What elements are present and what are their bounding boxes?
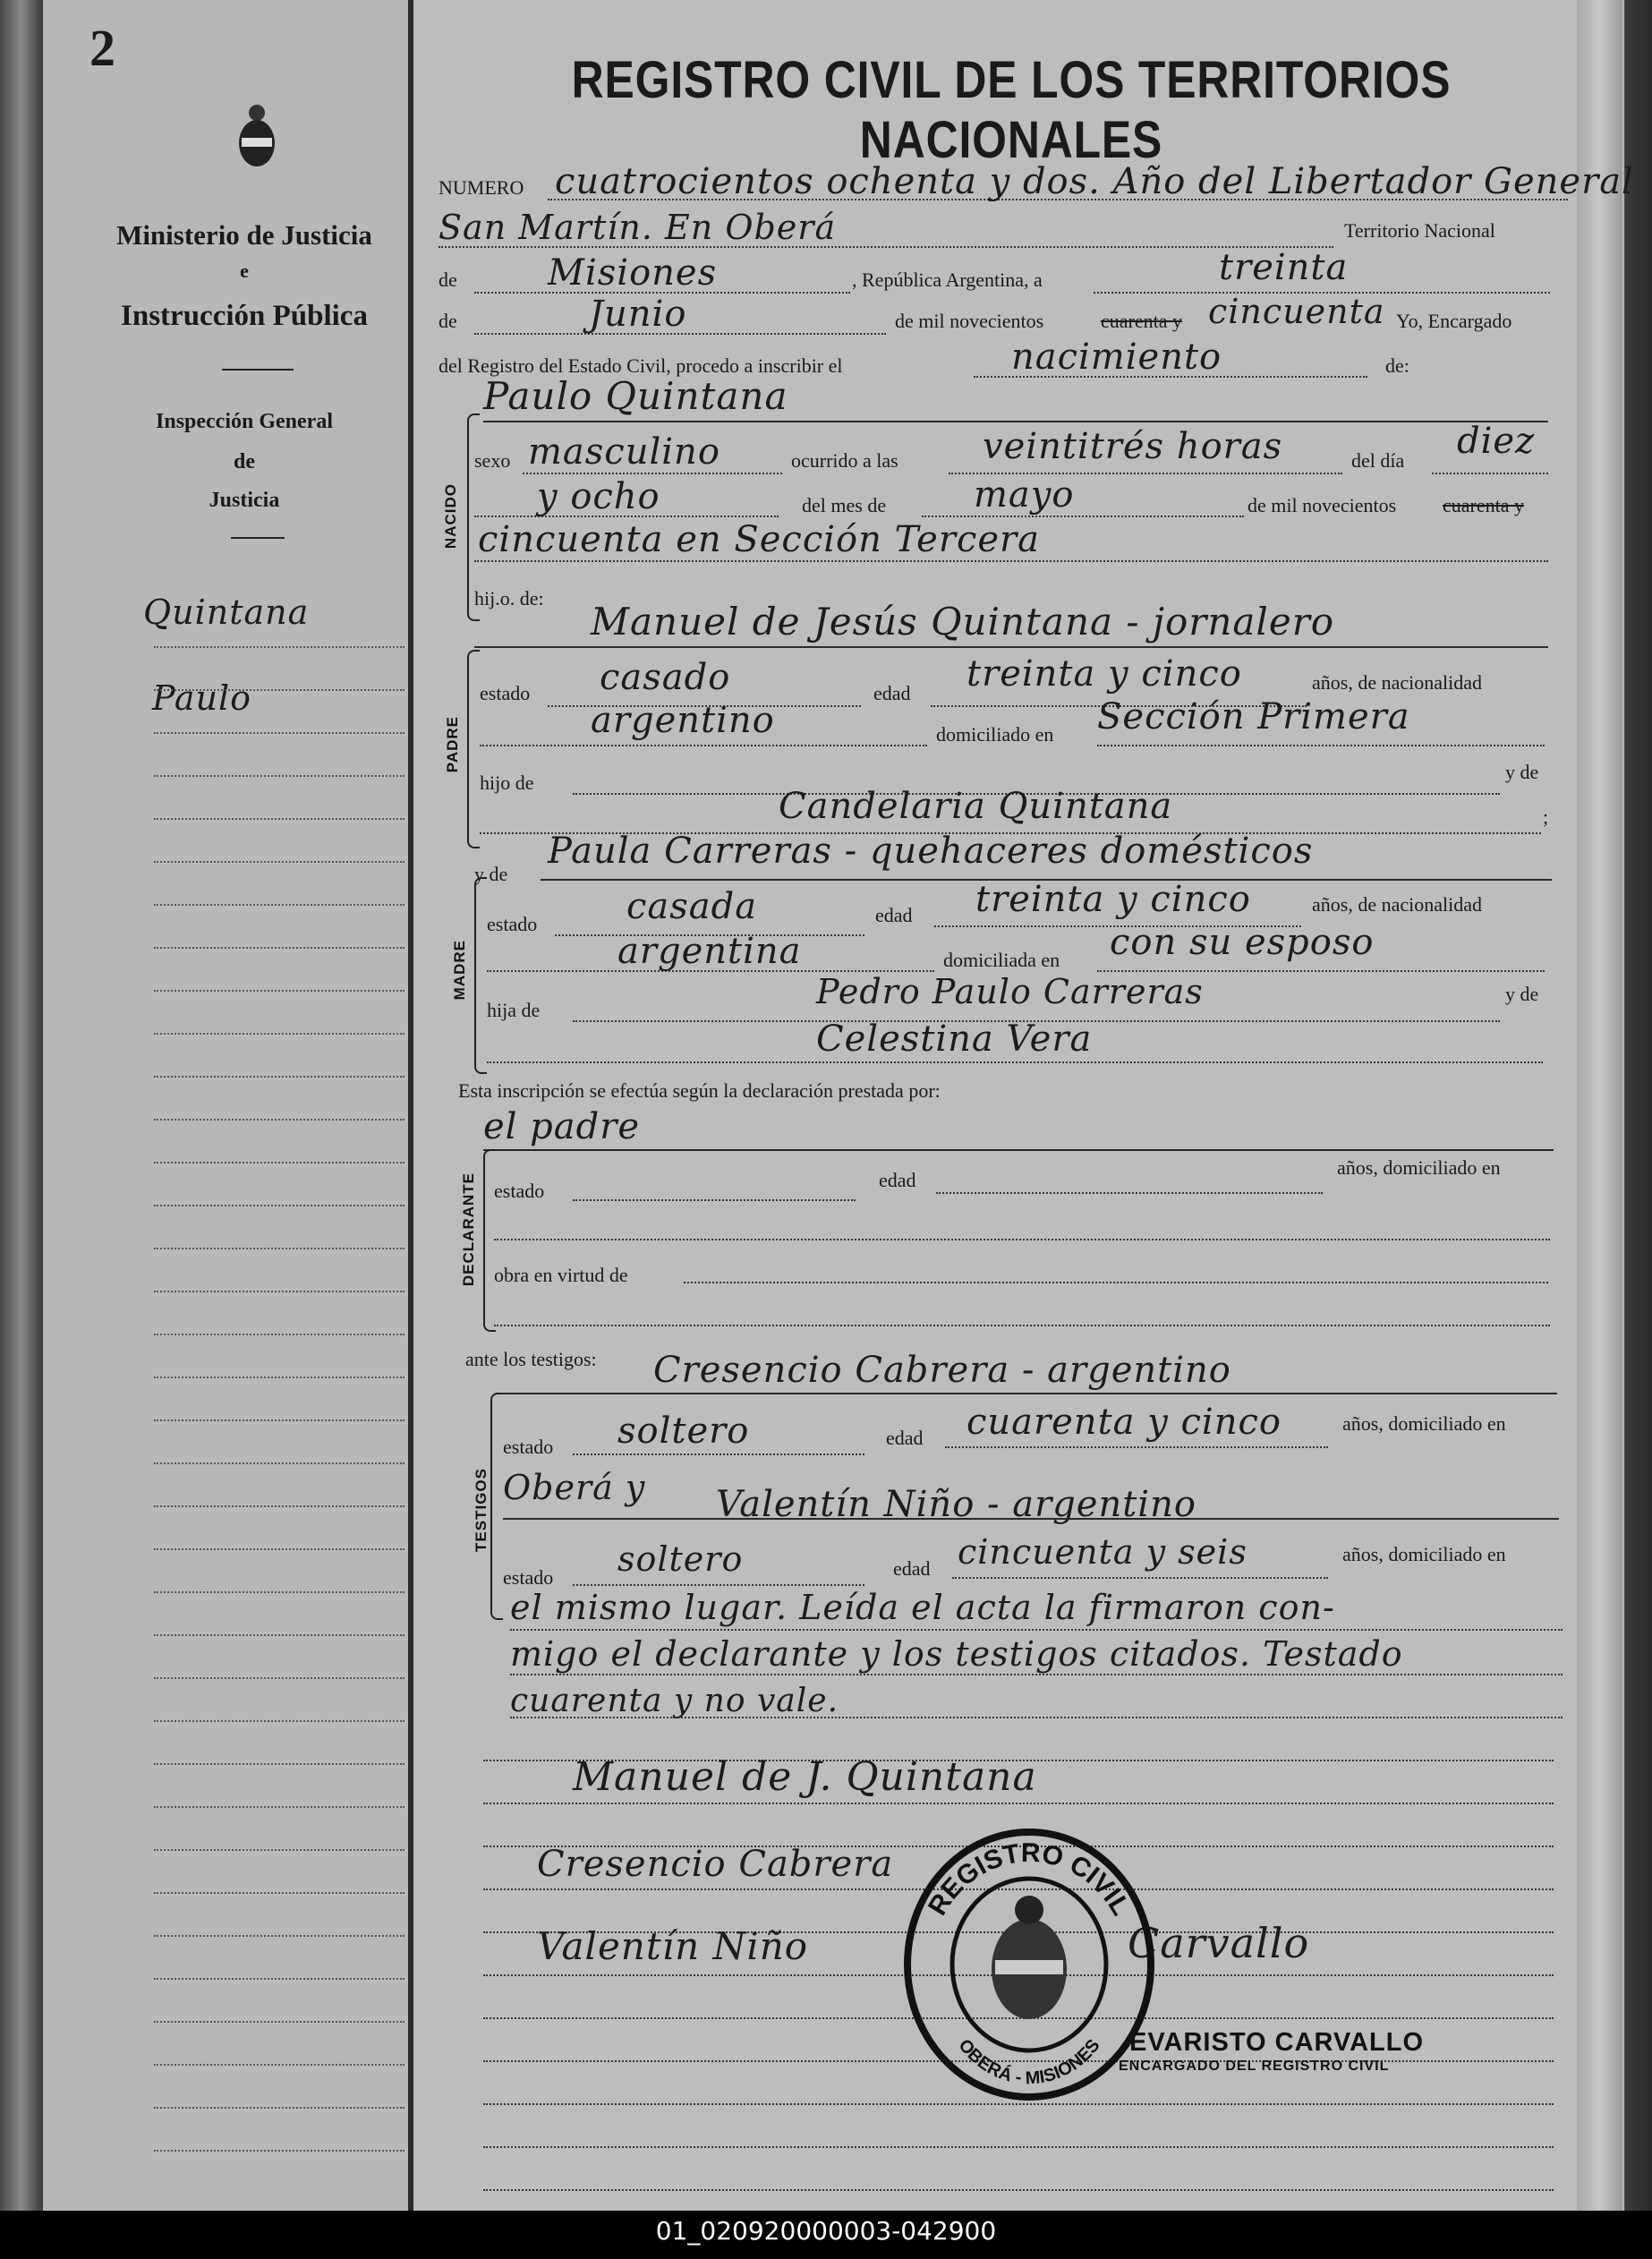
section-label-nacido: NACIDO [442, 483, 459, 550]
ministry-line-2: e [240, 260, 249, 282]
stub-ruled-line [154, 1205, 404, 1206]
stub-ruled-line [154, 1505, 404, 1507]
section-label-declarante: DECLARANTE [460, 1172, 477, 1287]
entry-testigo-2-edad: cincuenta y seis [958, 1532, 1248, 1572]
label-madre-hija-de: hija de [487, 999, 541, 1021]
entry-dia-registro: treinta [1219, 247, 1349, 288]
entry-acto: nacimiento [1011, 337, 1222, 378]
label-cuarenta-y-2: cuarenta y [1443, 494, 1524, 516]
label-padre-edad: edad [873, 682, 911, 704]
stub-ruled-line [154, 1978, 404, 1980]
section-label-padre: PADRE [444, 716, 461, 773]
label-declarante-estado: estado [494, 1180, 545, 1202]
entry-testigo-1-dom: Oberá y [503, 1468, 646, 1507]
section-label-madre: MADRE [451, 940, 468, 1001]
inspection-line-2: de [234, 450, 255, 473]
stub-ruled-line [154, 861, 404, 863]
main-ruled-line [483, 2146, 1554, 2148]
entry-anio-registro: cincuenta [1208, 292, 1385, 331]
entry-padre-nombre: Manuel de Jesús Quintana - jornalero [591, 600, 1335, 644]
label-madre-anos-nac: años, de nacionalidad [1312, 893, 1482, 916]
stub-ruled-line [154, 689, 404, 691]
stub-ruled-line [154, 646, 404, 648]
stub-ruled-line [154, 1677, 404, 1679]
entry-mes-registro: Junio [589, 294, 687, 335]
entry-territorio: Misiones [548, 252, 718, 294]
entry-testigo-1-estado: soltero [617, 1411, 750, 1452]
label-del-mes: del mes de [802, 494, 887, 516]
label-testigo-1-edad: edad [886, 1427, 924, 1449]
stub-ruled-line [154, 1462, 404, 1464]
label-testigo-2-anos-dom: años, domiciliado en [1342, 1543, 1506, 1565]
entry-dia-nac-2: y ocho [537, 476, 660, 517]
entry-abuela-paterna: Candelaria Quintana [779, 786, 1173, 827]
label-declarante-edad: edad [879, 1169, 916, 1191]
signature-encargado: Carvallo [1128, 1919, 1310, 1967]
entry-padre-dom: Sección Primera [1097, 696, 1410, 737]
main-ruled-line [483, 1803, 1554, 1804]
stub-ruled-line [154, 1634, 404, 1636]
stub-ruled-line [154, 775, 404, 777]
stub-ruled-line [154, 1162, 404, 1164]
closing-line-3: cuarenta y no vale. [510, 1683, 839, 1719]
signature-padre: Manuel de J. Quintana [573, 1754, 1037, 1800]
label-hijo-de-colon: hij.o. de: [474, 587, 544, 610]
entry-abuelo-materno: Pedro Paulo Carreras [816, 972, 1204, 1011]
label-esta-inscripcion: Esta inscripción se efectúa según la declaración prestada por: [458, 1079, 941, 1102]
stub-separator [222, 369, 294, 371]
label-testigo-2-estado: estado [503, 1566, 554, 1589]
label-de-1: de [439, 269, 457, 291]
stub-ruled-line [154, 818, 404, 820]
label-cuarenta-y-struck: cuarenta y [1101, 310, 1182, 332]
entry-madre-edad: treinta y cinco [975, 879, 1251, 920]
label-mil-novecientos: de mil novecientos [895, 310, 1044, 332]
main-ruled-line [483, 2103, 1554, 2105]
entry-abuela-materna: Celestina Vera [816, 1019, 1093, 1060]
officer-name: EVARISTO CARVALLO [1129, 2028, 1425, 2057]
stub-ruled-line [154, 1291, 404, 1292]
closing-line-1: el mismo lugar. Leída el acta la firmaron con- [510, 1588, 1335, 1627]
entry-testigo-2-estado: soltero [617, 1539, 744, 1579]
label-madre-domiciliada: domiciliada en [943, 949, 1060, 971]
entry-numero: cuatrocientos ochenta y dos. Año del Libertador General [555, 161, 1634, 202]
stub-ruled-line [154, 2107, 404, 2109]
label-testigo-2-edad: edad [893, 1557, 931, 1580]
entry-anio-nac: cincuenta en Sección Tercera [478, 519, 1040, 560]
label-ante-testigos: ante los testigos: [465, 1348, 597, 1370]
inspection-line-1: Inspección General [156, 410, 333, 433]
main-ruled-line [483, 2189, 1554, 2191]
entry-madre-nombre: Paula Carreras - quehaceres domésticos [548, 831, 1314, 872]
entry-numero-cont: San Martín. En Oberá [439, 208, 837, 247]
label-madre-edad: edad [875, 904, 913, 926]
label-padre-domiciliado: domiciliado en [936, 723, 1054, 746]
label-madre-y-de-2: y de [1505, 983, 1539, 1005]
stub-ruled-line [154, 1720, 404, 1722]
label-madre-y-de: y de [474, 863, 508, 885]
stub-ruled-line [154, 1076, 404, 1078]
entry-madre-estado: casada [626, 886, 758, 927]
label-obra-en-virtud: obra en virtud de [494, 1264, 628, 1286]
label-testigo-1-anos-dom: años, domiciliado en [1342, 1412, 1506, 1435]
entry-declarante: el padre [483, 1106, 641, 1147]
stub-surname: Quintana [143, 592, 310, 632]
officer-title: ENCARGADO DEL REGISTRO CIVIL [1119, 2059, 1390, 2074]
label-del-dia: del día [1351, 449, 1405, 472]
signature-testigo-2: Valentín Niño [537, 1924, 809, 1968]
stub-ruled-line [154, 1806, 404, 1808]
closing-line-2: migo el declarante y los testigos citados. Testado [510, 1634, 1403, 1674]
entry-mes-nac: mayo [974, 474, 1075, 516]
label-ocurrido: ocurrido a las [791, 449, 898, 472]
label-de-colon: de: [1385, 354, 1409, 377]
inspection-line-3: Justicia [209, 489, 280, 512]
label-declarante-anos-dom: años, domiciliado en [1337, 1156, 1501, 1179]
entry-padre-estado: casado [600, 657, 731, 698]
entry-sexo: masculino [528, 431, 720, 473]
entry-madre-nac: argentina [617, 931, 802, 972]
stub-ruled-line [154, 732, 404, 734]
ministry-line-1: Ministerio de Justicia [116, 219, 372, 251]
label-padre-anos-nac: años, de nacionalidad [1312, 671, 1482, 694]
label-sexo: sexo [474, 449, 511, 472]
signature-testigo-1: Cresencio Cabrera [537, 1844, 894, 1885]
page-edge [1577, 0, 1652, 2211]
stamp-bottom-text: OBERÁ - MISIONES [954, 2035, 1104, 2089]
entry-dia-nac: diez [1457, 421, 1536, 462]
label-madre-estado: estado [487, 913, 538, 935]
page-title: REGISTRO CIVIL DE LOS TERRITORIOS NACIONALES [571, 51, 1452, 169]
section-label-testigos: TESTIGOS [473, 1468, 490, 1552]
label-testigo-1-estado: estado [503, 1436, 554, 1458]
label-padre-hijo-de: hijo de [480, 771, 534, 794]
stub-ruled-line [154, 1548, 404, 1550]
stub-ruled-line [154, 904, 404, 906]
stub-ruled-line [154, 1419, 404, 1421]
entry-padre-nac: argentino [591, 700, 775, 741]
label-de-2: de [439, 310, 457, 332]
image-id-footer: 01_020920000003-042900 [655, 2216, 997, 2246]
label-mil-nov-2: de mil novecientos [1248, 494, 1397, 516]
stamp-top-text: REGISTRO CIVIL [923, 1837, 1137, 1921]
stub-ruled-line [154, 1591, 404, 1593]
label-del-registro: del Registro del Estado Civil, procedo a inscribir el [439, 354, 843, 377]
stub-ruled-line [154, 1033, 404, 1035]
ministry-line-3: Instrucción Pública [121, 300, 368, 332]
label-yo-encargado: Yo, Encargado [1396, 310, 1512, 332]
label-territorio: Territorio Nacional [1344, 219, 1495, 242]
stub-separator-2 [231, 537, 285, 539]
stub-ruled-line [154, 2150, 404, 2152]
coat-of-arms-icon [234, 98, 279, 170]
entry-nombre: Paulo Quintana [483, 374, 788, 418]
label-semicolon: ; [1543, 806, 1549, 828]
stub-ruled-line [154, 1892, 404, 1894]
entry-padre-edad: treinta y cinco [967, 653, 1242, 695]
stub-given-name: Paulo [152, 678, 252, 718]
entry-testigo-2: Valentín Niño - argentino [716, 1484, 1196, 1525]
entry-testigo-1: Cresencio Cabrera - argentino [653, 1350, 1231, 1391]
label-padre-estado: estado [480, 682, 531, 704]
book-spine [0, 0, 43, 2211]
stub-ruled-line [154, 990, 404, 992]
stub-ruled-line [154, 1935, 404, 1937]
stub-ruled-line [154, 1119, 404, 1121]
stub-ruled-line [154, 1849, 404, 1851]
stub-ruled-line [154, 1334, 404, 1335]
label-padre-y-de: y de [1505, 761, 1539, 783]
stub-ruled-line [154, 2021, 404, 2023]
stub-ruled-line [154, 1763, 404, 1765]
stub-ruled-line [154, 1377, 404, 1378]
entry-hora: veintitrés horas [983, 426, 1283, 467]
stub-ruled-line [154, 1248, 404, 1249]
stub-ruled-line [154, 947, 404, 949]
label-republica: , República Argentina, a [852, 269, 1043, 291]
stub-ruled-line [154, 2064, 404, 2066]
label-numero: NUMERO [439, 176, 524, 199]
entry-madre-dom: con su esposo [1110, 922, 1375, 963]
page-number: 2 [89, 19, 115, 77]
entry-testigo-1-edad: cuarenta y cinco [967, 1402, 1282, 1443]
